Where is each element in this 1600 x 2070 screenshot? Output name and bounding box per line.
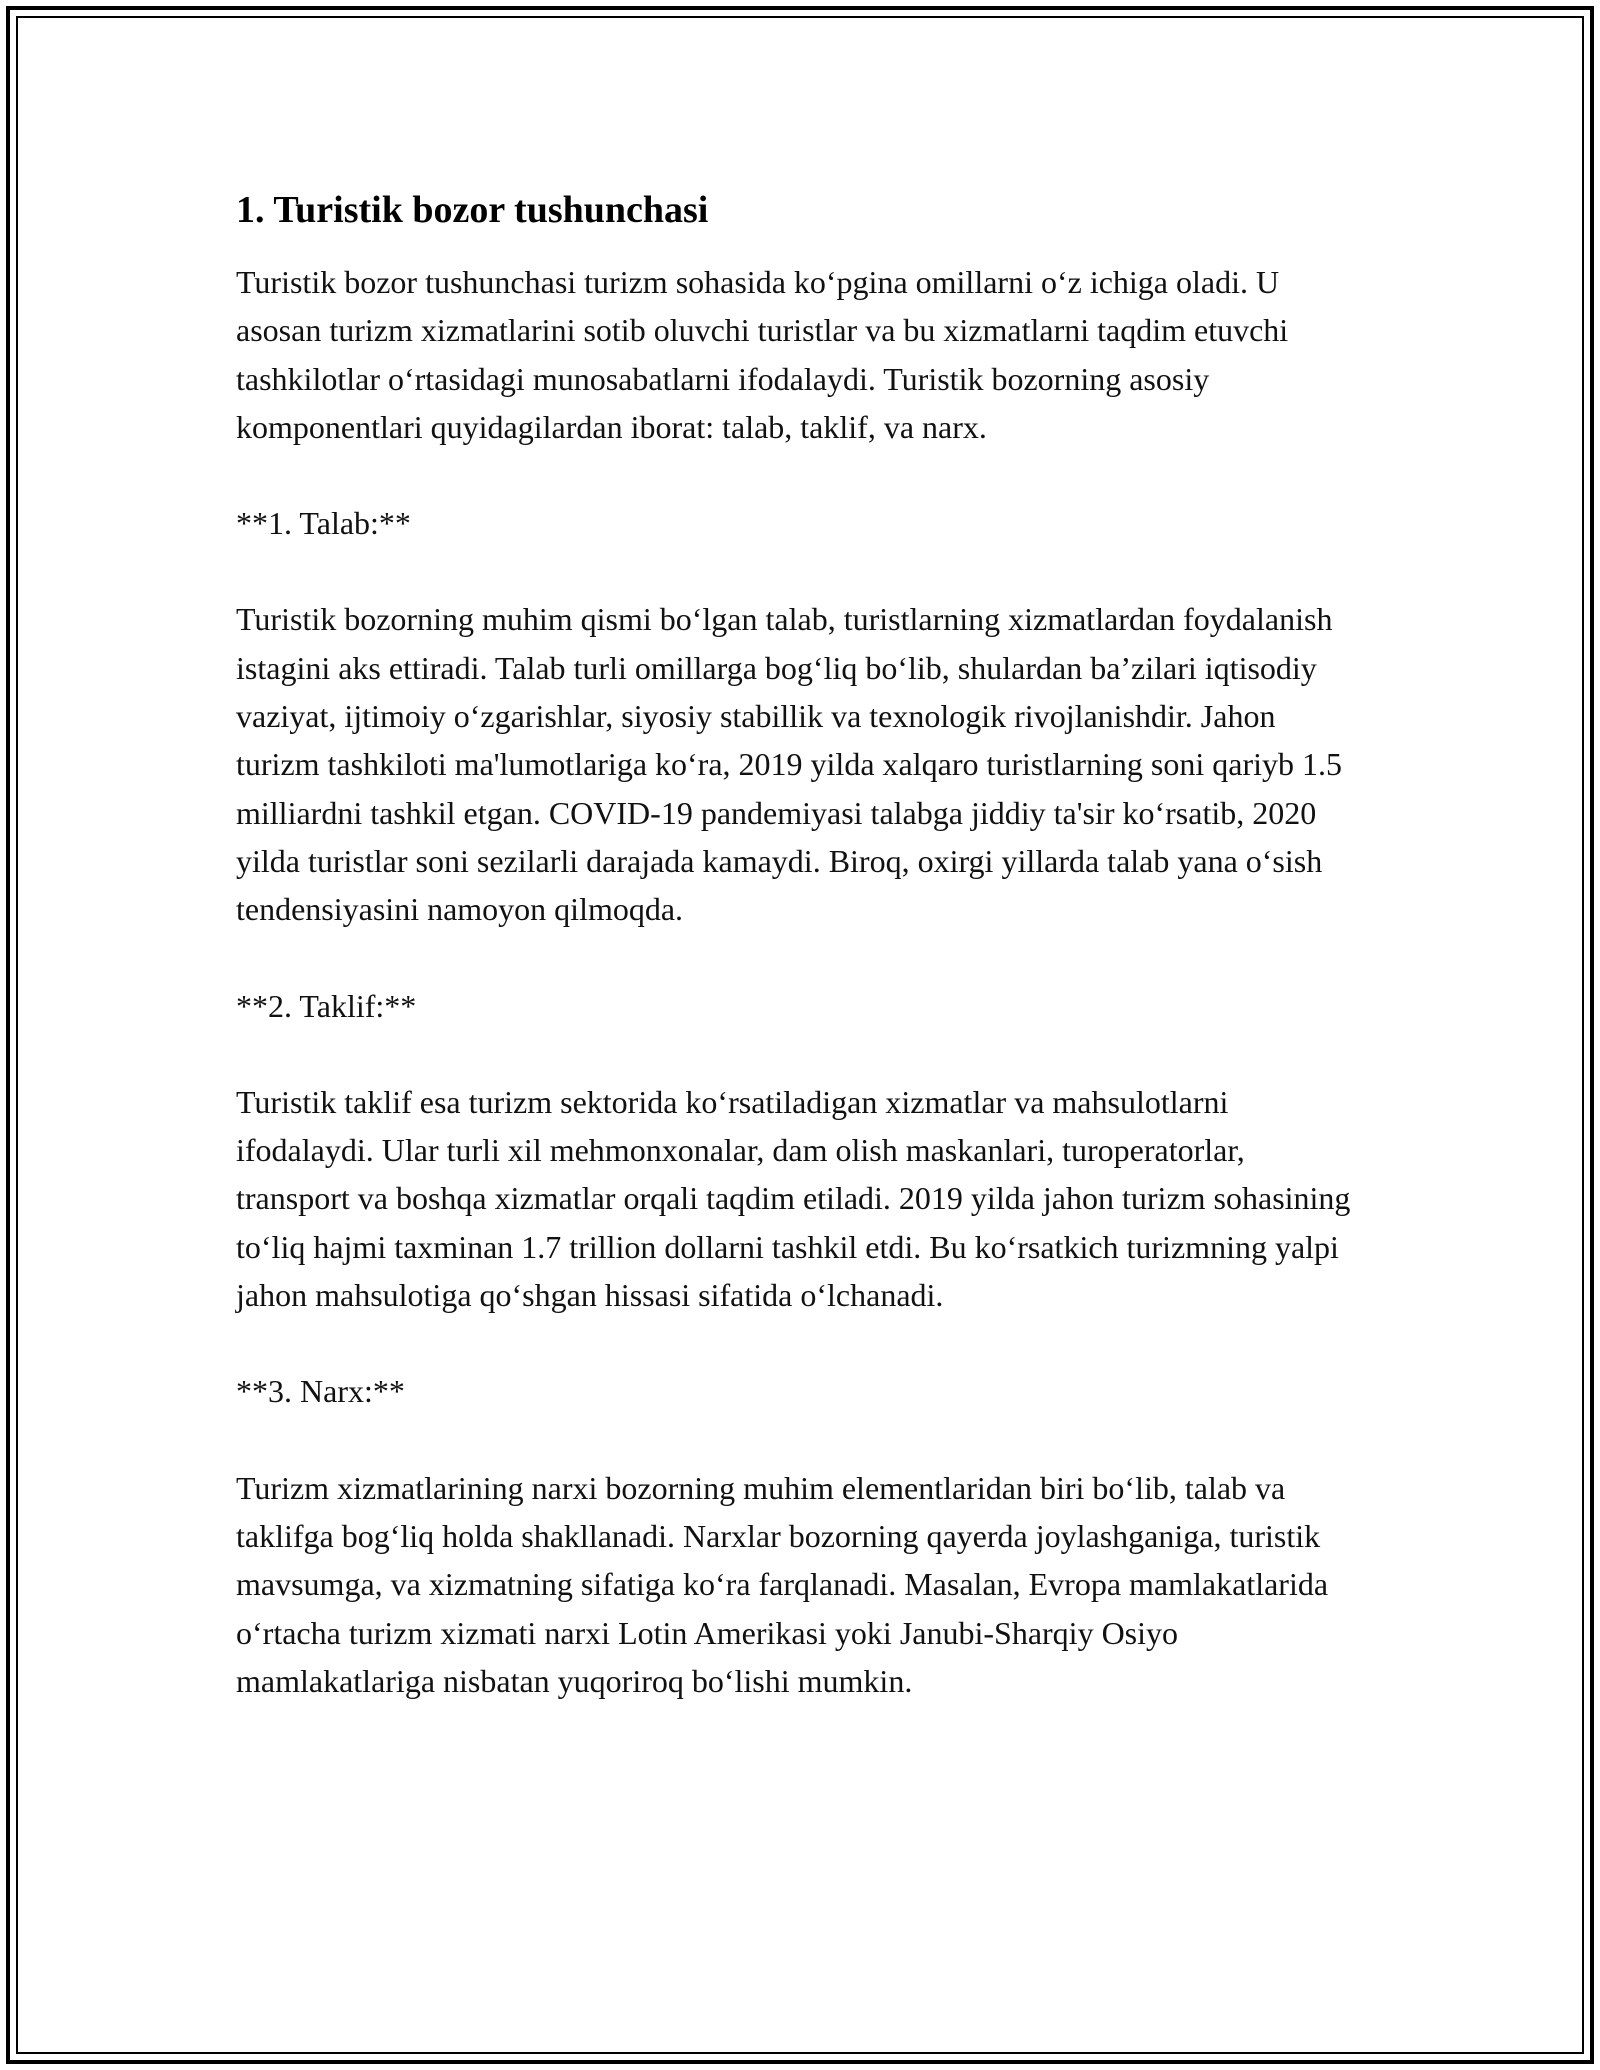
document-body xyxy=(236,186,1366,1753)
section-body-taklif: Turistik taklif esa turizm sektorida ko‘rsatiladigan xizmatlar va mahsulotlarni ifodalaydi. Ular turli xil mehmonxonalar, dam olish maskanlari, turoperatorlar, transport va boshqa xizmatlar orqali taqdim etiladi. 2019 yilda jahon turizm sohasining to‘liq hajmi taxminan 1.7 trillion dollarni tashkil etdi. Bu ko‘rsatkich turizmning yalpi jahon mahsulotiga qo‘shgan hissasi sifatida o‘lchanadi. xyxy=(236,1083,1351,1314)
section-heading-talab: **1. Talab:** xyxy=(236,505,411,542)
section-body-narx: Turizm xizmatlarining narxi bozorning muhim elementlaridan biri bo‘lib, talab va taklifga bog‘liq holda shakllanadi. Narxlar bozorning qayerda joylashganiga, turistik mavsumga, va xizmatning sifatiga ko‘ra farqlanadi. Masalan, Evropa mamlakatlarida o‘rtacha turizm xizmati narxi Lotin Amerikasi yoki Janubi-Sharqiy Osiyo mamlakatlariga nisbatan yuqoriroq bo‘lishi mumkin. xyxy=(236,1469,1329,1699)
document-title: 1. Turistik bozor tushunchasi xyxy=(236,189,709,231)
section-heading-taklif: **2. Taklif:** xyxy=(236,987,417,1024)
section-body-talab: Turistik bozorning muhim qismi bo‘lgan talab, turistlarning xizmatlardan foydalanish istagini aks ettiradi. Talab turli omillarga bog‘liq bo‘lib, shulardan ba’zilari iqtisodiy vaziyat, ijtimoiy o‘zgarishlar, siyosiy stabillik va texnologik rivojlanishdir. Jahon turizm tashkiloti ma'lumotlariga ko‘ra, 2019 yilda xalqaro turistlarning soni qariyb 1.5 milliardni tashkil etgan. COVID-19 pandemiyasi talabga jiddiy ta'sir ko‘rsatib, 2020 yilda turistlar soni sezilarli darajada kamaydi. Biroq, oxirgi yillarda talab yana o‘sish tendensiyasini namoyon qilmoqda. xyxy=(236,601,1342,928)
section-heading-narx: **3. Narx:** xyxy=(236,1373,405,1410)
intro-paragraph: Turistik bozor tushunchasi turizm sohasida ko‘pgina omillarni o‘z ichiga oladi. U asosan turizm xizmatlarini sotib oluvchi turistlar va bu xizmatlarni taqdim etuvchi tashkilotlar o‘rtasidagi munosabatlarni ifodalaydi. Turistik bozorning asosiy komponentlari quyidagilardan iborat: talab, taklif, va narx. xyxy=(236,264,1289,445)
